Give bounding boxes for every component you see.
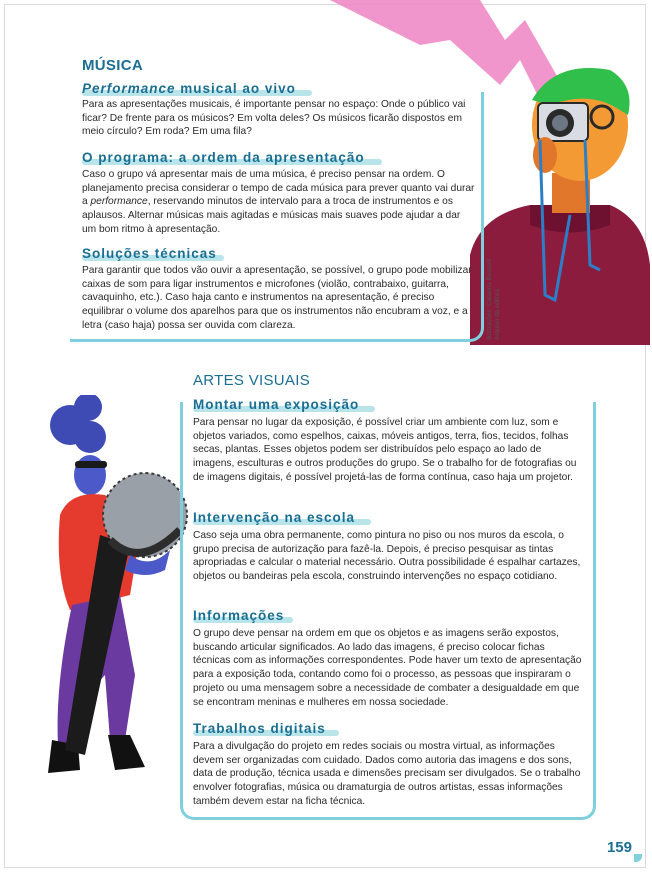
text-performance: Para as apresentações musicais, é importante pensar no espaço: Onde o público vai ficar? De frente para os músicos? Em volta deles? Os músicos ficarão dispostos em meio círculo? Em roda? Em uma fila?: [82, 99, 466, 138]
illustration-credit: [486, 258, 502, 340]
text-programa: [82, 168, 477, 237]
page-number: 159: [606, 839, 632, 856]
text-programa-em: performance: [90, 196, 148, 208]
text-exposicao: Para pensar no lugar da exposição, é possível criar um ambiente com luz, som e objetos variados, como espelhos, caixas, móveis antigos, terra, fios, tecidos, folhas secas, plantas. Esses objetos podem ser distribuídos pelo espaço ao lado de imagens, esculturas e outros produções do grupo. Se o trabalho for de fotografias ou de imagens digitais, é possível projetá-las de forma contínua, caso haja um projetor.: [193, 417, 577, 483]
text-programa-part1: Caso o grupo vá apresentar mais de uma música, é preciso pensar na ordem. O planejamento precisa considerar o tempo de cada música para prever quanto vai durar a: [82, 169, 475, 208]
credit-line-1: Ilustrações: Catarina Bessell/: [486, 258, 493, 340]
heading-performance: [82, 81, 296, 96]
text-informacoes: O grupo deve pensar na ordem em que os objetos e as imagens serão expostos, buscando articular significados. Ao lado das imagens, é preciso colocar fichas técnicas com as informações correspondentes. Pode haver um texto de apresentação para a exposição toda, contando como foi o processo, as pessoas que inspiraram o projeto ou uma mensagem sobre a necessidade de combater a desigualdade em que se encontram meninas e mulheres em nossa sociedade.: [193, 628, 582, 708]
heading-performance-em: Performance: [82, 81, 176, 96]
heading-programa: O programa: a ordem da apresentação: [82, 150, 365, 165]
text-digitais: Para a divulgação do projeto em redes sociais ou mostra virtual, as informações devem ser organizadas com cuidado. Dados como autoria das imagens e dos sons, data de produção, técnica usada e dimensões precisam ser divulgados. Se o trabalho envolver fotografias, música ou dramaturgia de outros artistas, essas informações também devem estar na ficha técnica.: [193, 741, 581, 807]
woman-microphone-illustration: [30, 395, 195, 810]
heading-intervencao: Intervenção na escola: [193, 510, 356, 525]
heading-informacoes: Informações: [193, 608, 285, 623]
credit-line-2: Arquivo da editora: [494, 288, 501, 340]
heading-digitais: Trabalhos digitais: [193, 721, 326, 736]
heading-solucoes: Soluções técnicas: [82, 246, 217, 261]
section-title-musica: MÚSICA: [82, 57, 143, 74]
section-title-artes-visuais: ARTES VISUAIS: [193, 372, 310, 389]
heading-exposicao: Montar uma exposição: [193, 397, 360, 412]
text-solucoes: Para garantir que todos vão ouvir a apresentação, se possível, o grupo pode mobilizar caixas de som para ligar instrumentos e microfones (violão, contrabaixo, guitarra, cavaquinho, etc.). Caso haja canto e instrumentos na apresentação, é preciso equilibrar o volume dos aparelhos para que os instrumentos não encubram a voz, e a letra (caso haja) possa ser ouvida com clareza.: [82, 265, 472, 331]
text-intervencao: Caso seja uma obra permanente, como pintura no piso ou nos muros da escola, o grupo precisa de autorização para fazê-la. Depois, é preciso pesquisar as tintas apropriadas e calcular o material necessário. Outra possibilidade é espalhar cartazes, objetos ou bandeiras pela escola, construindo intervenções no espaço cotidiano.: [193, 530, 581, 583]
heading-performance-rest: musical ao vivo: [175, 81, 296, 96]
text-programa-part2: , reservando minutos de intervalo para a troca de instrumentos e os aplausos. Alternar músicas mais agitadas e músicas mais suaves pode ajudar a dar um bom ritmo à apresentação.: [82, 196, 461, 235]
